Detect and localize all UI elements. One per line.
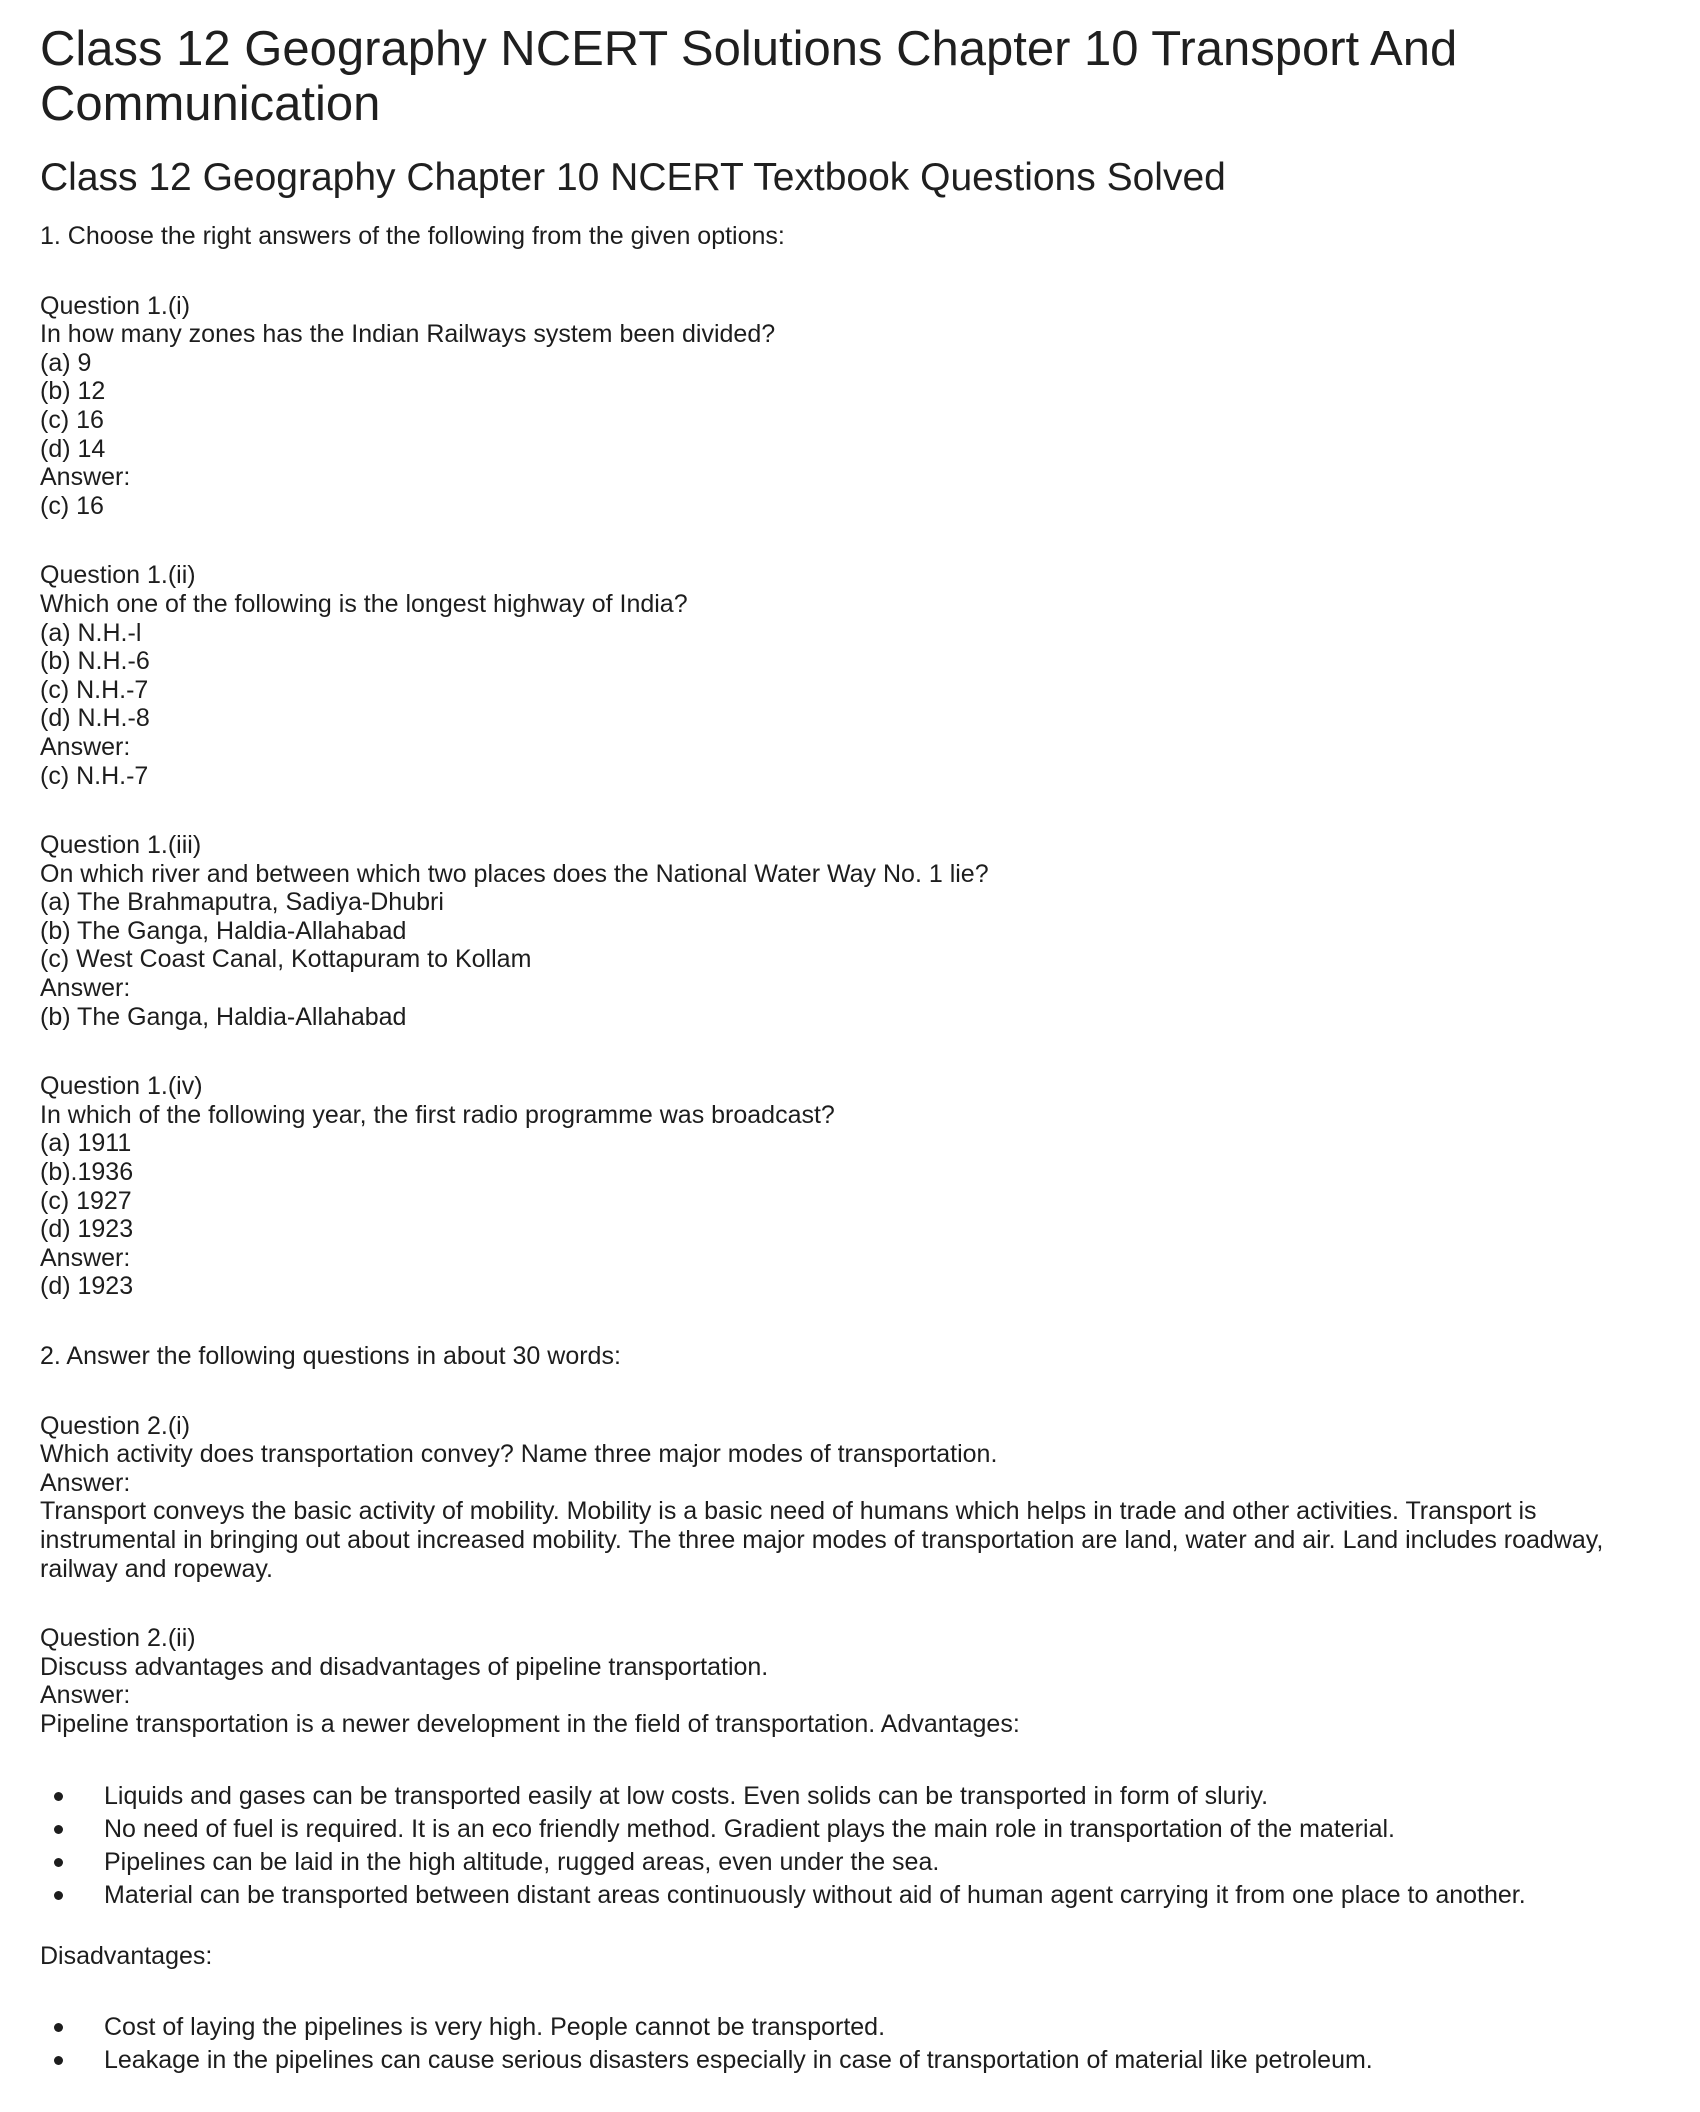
option: (b) 12 — [40, 377, 106, 406]
list-item: Material can be transported between distant areas continuously without aid of human agent carrying it from one place to another. — [40, 1879, 1700, 1912]
answer-label: Answer: — [40, 1468, 131, 1497]
bullet-icon — [54, 2056, 63, 2065]
bullet-icon — [54, 1792, 63, 1801]
question-text: Which one of the following is the longest highway of India? — [40, 589, 688, 618]
option: (a) The Brahmaputra, Sadiya-Dhubri — [40, 888, 444, 917]
option: (c) N.H.-7 — [40, 675, 149, 704]
option: (b).1936 — [40, 1158, 134, 1187]
answer-label: Answer: — [40, 974, 131, 1003]
answer-text: (c) 16 — [40, 491, 104, 520]
option: (a) 1911 — [40, 1129, 132, 1158]
disadvantages-label: Disadvantages: — [40, 1941, 213, 1970]
advantages-list — [40, 1780, 1700, 1912]
disadvantages-list — [40, 2011, 1700, 2077]
bullet-icon — [54, 1825, 63, 1834]
list-item: No need of fuel is required. It is an eco friendly method. Gradient plays the main role in transportation of the material. — [40, 1813, 1700, 1846]
option: (c) 1927 — [40, 1186, 132, 1215]
list-item: Leakage in the pipelines can cause serious disasters especially in case of transportation of material like petroleum. — [40, 2044, 1700, 2077]
question-label: Question 1.(ii) — [40, 561, 196, 590]
answer-label: Answer: — [40, 1243, 131, 1272]
answer-text: (b) The Ganga, Haldia-Allahabad — [40, 1002, 407, 1031]
question-text: In which of the following year, the first radio programme was broadcast? — [40, 1100, 835, 1129]
question-label: Question 1.(i) — [40, 291, 191, 320]
section-2-heading: 2. Answer the following questions in about 30 words: — [40, 1342, 621, 1370]
question-text: Which activity does transportation convey? Name three major modes of transportation. — [40, 1440, 998, 1469]
list-item: Pipelines can be laid in the high altitude, rugged areas, even under the sea. — [40, 1846, 1700, 1879]
option: (c) 16 — [40, 405, 104, 434]
answer-label: Answer: — [40, 732, 131, 761]
option: (d) 14 — [40, 434, 106, 463]
list-item: Cost of laying the pipelines is very high. People cannot be transported. — [40, 2011, 1700, 2044]
bullet-icon — [54, 2023, 63, 2032]
bullet-icon — [54, 1891, 63, 1900]
question-block-1-iii — [40, 831, 1700, 1031]
question-block-1-i — [40, 292, 1700, 521]
option: (d) 1923 — [40, 1215, 134, 1244]
answer-text: (c) N.H.-7 — [40, 761, 149, 790]
question-label: Question 2.(i) — [40, 1411, 191, 1440]
answer-label: Answer: — [40, 463, 131, 492]
section-1-heading: 1. Choose the right answers of the following from the given options: — [40, 222, 785, 250]
option: (d) N.H.-8 — [40, 704, 150, 733]
question-label: Question 1.(iv) — [40, 1072, 203, 1101]
option: (b) The Ganga, Haldia-Allahabad — [40, 916, 407, 945]
answer-label: Answer: — [40, 1681, 131, 1710]
question-block-1-iv — [40, 1072, 1700, 1301]
option: (a) N.H.-l — [40, 618, 142, 647]
question-label: Question 2.(ii) — [40, 1624, 196, 1653]
question-text: In how many zones has the Indian Railways system been divided? — [40, 320, 776, 349]
question-block-2-ii — [40, 1624, 1700, 1738]
option: (c) West Coast Canal, Kottapuram to Kollam — [40, 945, 532, 974]
option: (b) N.H.-6 — [40, 647, 150, 676]
bullet-icon — [54, 1858, 63, 1867]
question-text: On which river and between which two places does the National Water Way No. 1 lie? — [40, 859, 989, 888]
option: (a) 9 — [40, 348, 92, 377]
question-text: Discuss advantages and disadvantages of pipeline transportation. — [40, 1652, 769, 1681]
list-item: Liquids and gases can be transported easily at low costs. Even solids can be transported in form of sluriy. — [40, 1780, 1700, 1813]
question-block-1-ii — [40, 561, 1700, 790]
page-subtitle: Class 12 Geography Chapter 10 NCERT Textbook Questions Solved — [40, 156, 1226, 199]
answer-intro: Pipeline transportation is a newer development in the field of transportation. Advantages: — [40, 1709, 1020, 1738]
page-title: Class 12 Geography NCERT Solutions Chapter 10 Transport And Communication — [40, 22, 1458, 131]
question-block-2-i — [40, 1412, 1700, 1584]
question-label: Question 1.(iii) — [40, 831, 202, 860]
answer-text: (d) 1923 — [40, 1272, 134, 1301]
answer-text: Transport conveys the basic activity of mobility. Mobility is a basic need of humans which helps in trade and other activities. Transport is instrumental in bringing out about increased mobility. The three major modes of transportation are land, water and air. Land includes roadway, railway and ropeway. — [40, 1497, 1604, 1583]
